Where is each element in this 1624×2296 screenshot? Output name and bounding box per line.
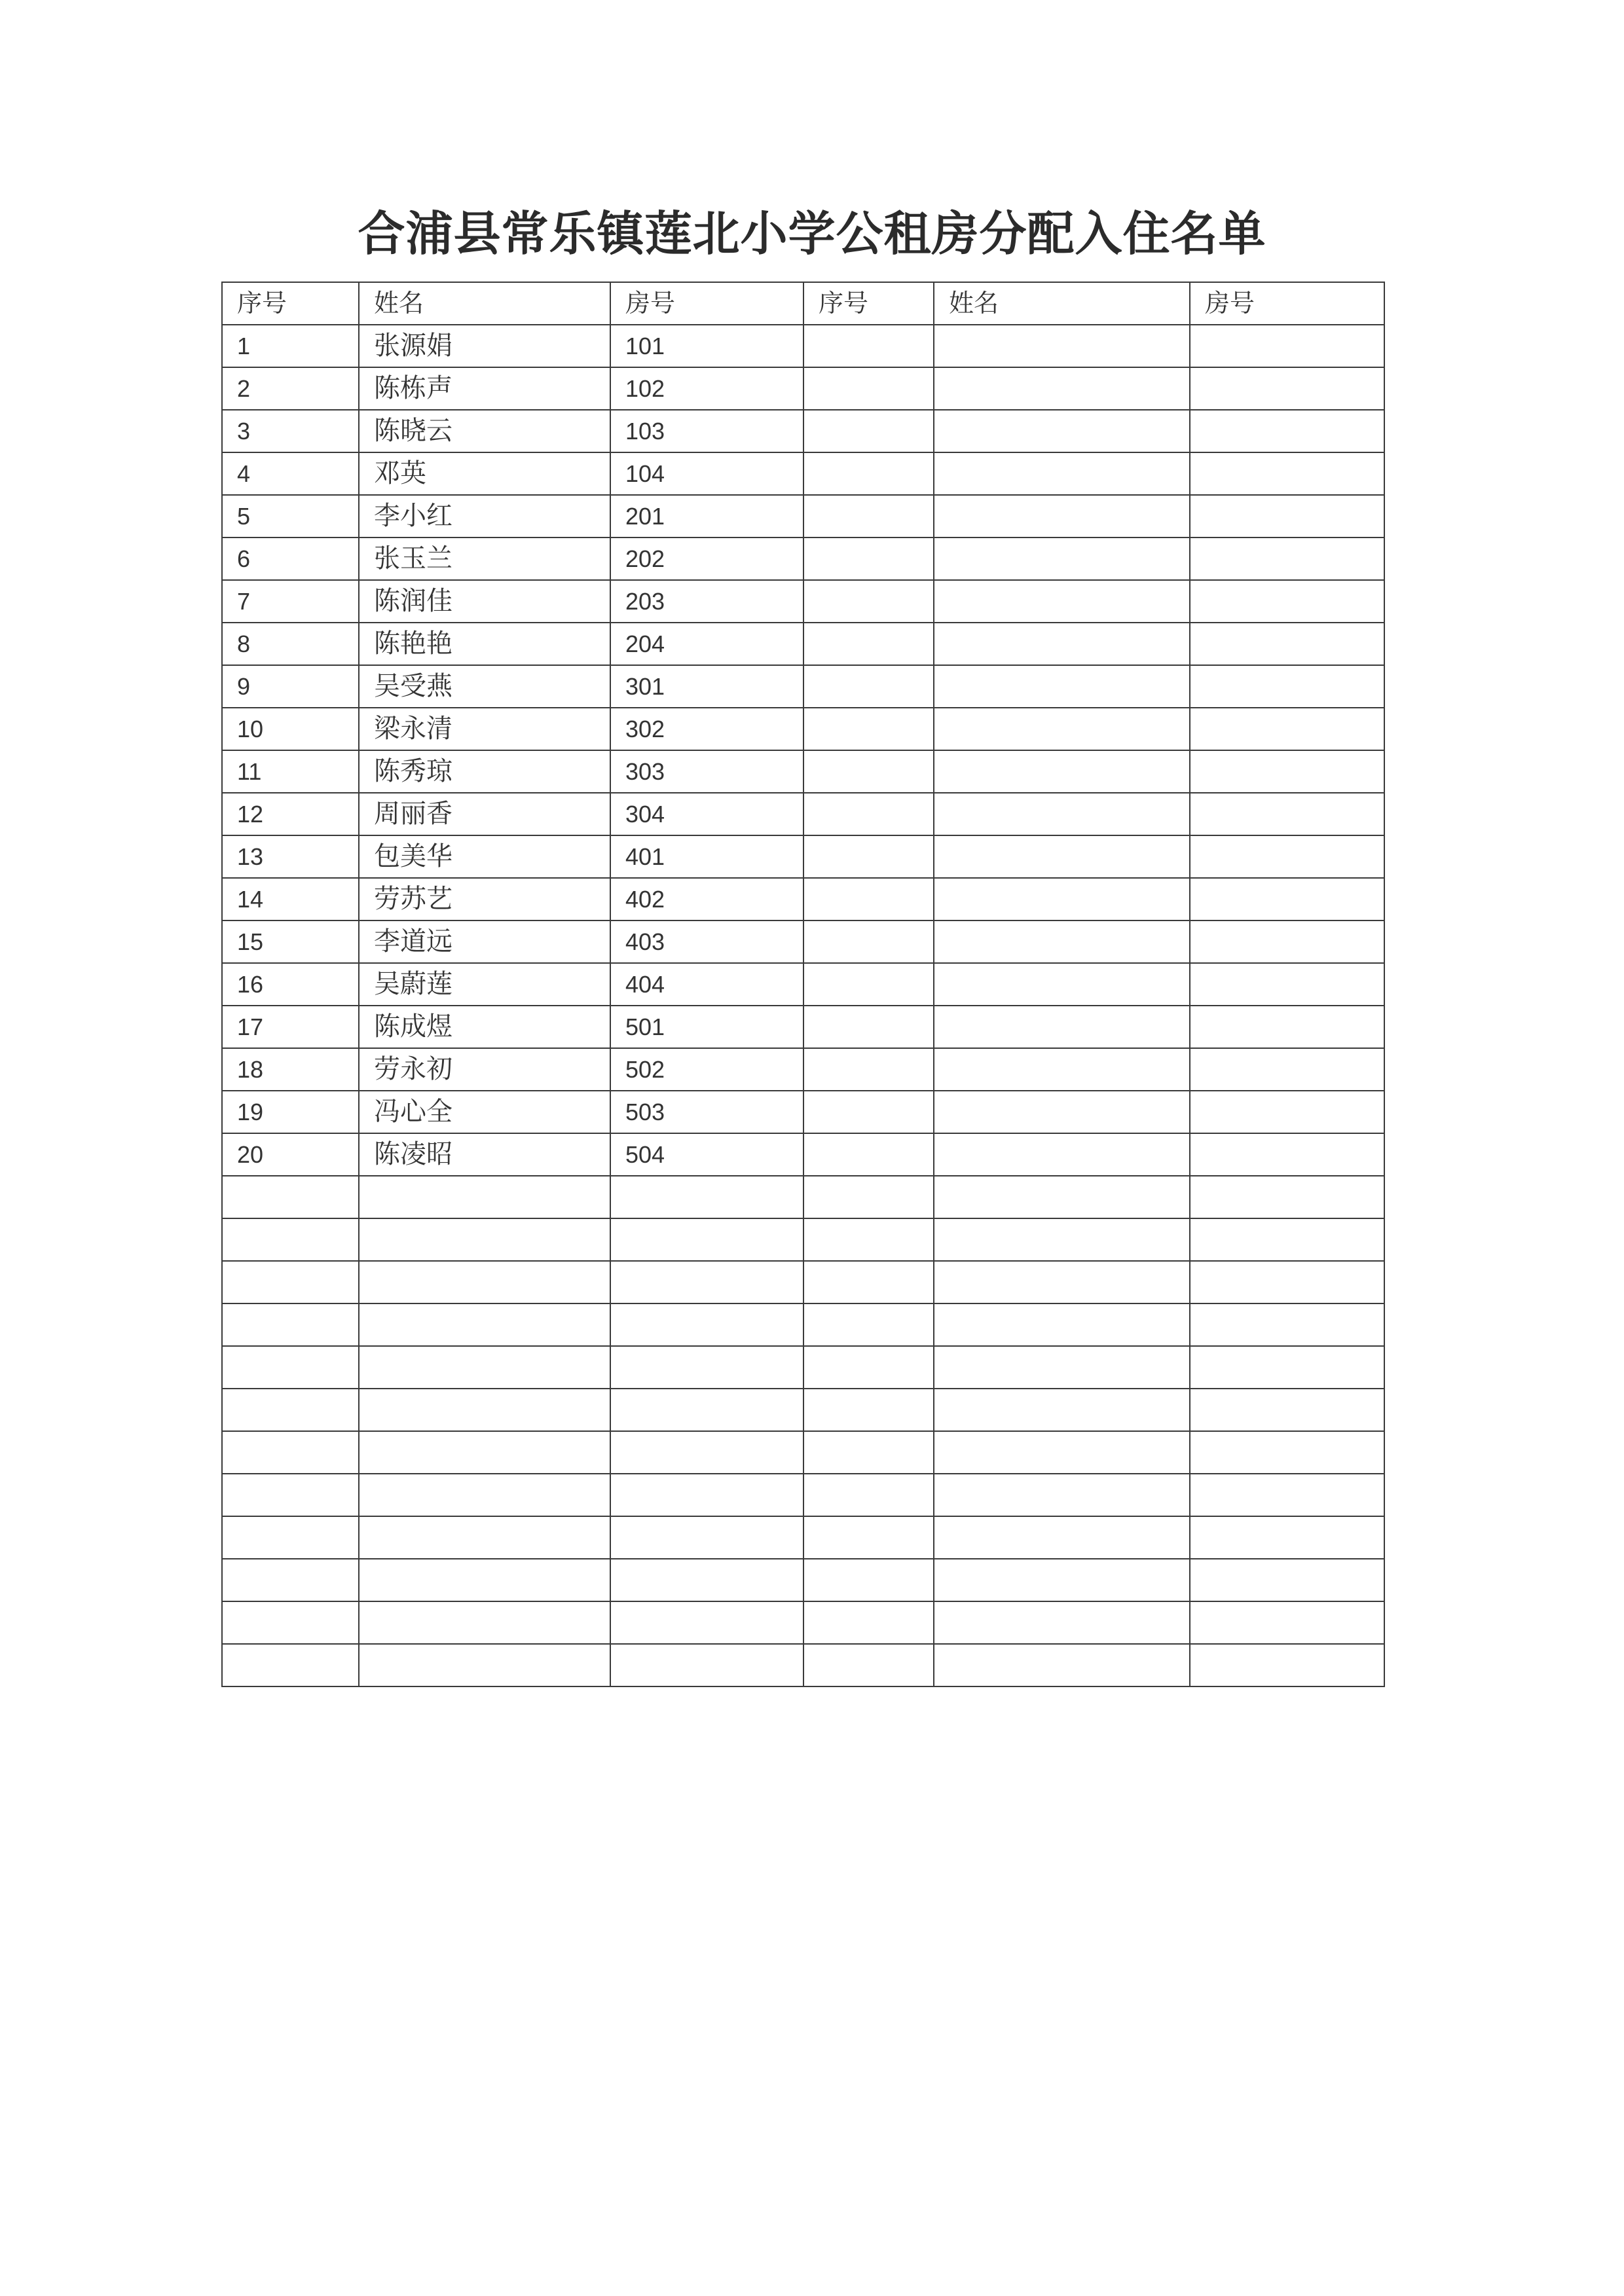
cell-room [610,1474,803,1516]
cell-room: 401 [610,835,803,878]
table-row [222,793,1384,835]
cell-room [610,1601,803,1644]
cell-index-2 [803,1133,934,1176]
cell-name-2 [934,452,1190,495]
cell-index-2 [803,1389,934,1431]
cell-room: 103 [610,410,803,452]
cell-index-2 [803,1048,934,1091]
cell-name-2 [934,1133,1190,1176]
cell-room: 204 [610,623,803,665]
cell-room-2 [1190,878,1384,920]
cell-name-2 [934,1006,1190,1048]
cell-room [610,1559,803,1601]
cell-room-2 [1190,1346,1384,1389]
cell-index: 4 [222,452,359,495]
cell-index [222,1644,359,1686]
cell-room-2 [1190,623,1384,665]
cell-name: 梁永清 [359,708,610,750]
table-row [222,1048,1384,1091]
cell-name-2 [934,1346,1190,1389]
cell-name: 陈艳艳 [359,623,610,665]
cell-index [222,1389,359,1431]
cell-room-2 [1190,367,1384,410]
cell-index-2 [803,1601,934,1644]
cell-index [222,1176,359,1218]
cell-index: 2 [222,367,359,410]
cell-room: 502 [610,1048,803,1091]
cell-index: 16 [222,963,359,1006]
cell-name-2 [934,708,1190,750]
table-row [222,1176,1384,1218]
cell-index [222,1346,359,1389]
cell-index [222,1261,359,1303]
cell-index-2 [803,580,934,623]
cell-index-2 [803,1091,934,1133]
cell-name: 陈凌昭 [359,1133,610,1176]
cell-room-2 [1190,410,1384,452]
cell-index: 7 [222,580,359,623]
cell-room-2 [1190,580,1384,623]
cell-room [610,1218,803,1261]
table-row [222,580,1384,623]
cell-room: 504 [610,1133,803,1176]
cell-index [222,1431,359,1474]
cell-name: 陈晓云 [359,410,610,452]
cell-index-2 [803,1516,934,1559]
cell-index: 20 [222,1133,359,1176]
cell-index-2 [803,793,934,835]
cell-name [359,1261,610,1303]
cell-index-2 [803,1559,934,1601]
cell-room: 303 [610,750,803,793]
cell-index: 8 [222,623,359,665]
cell-name-2 [934,793,1190,835]
cell-index: 9 [222,665,359,708]
cell-room: 203 [610,580,803,623]
cell-room: 104 [610,452,803,495]
header-cell-index-2: 序号 [803,282,934,325]
cell-name-2 [934,920,1190,963]
cell-name-2 [934,367,1190,410]
cell-room: 403 [610,920,803,963]
cell-name [359,1389,610,1431]
cell-index [222,1474,359,1516]
cell-room-2 [1190,963,1384,1006]
header-cell-room-2: 房号 [1190,282,1384,325]
cell-room: 304 [610,793,803,835]
table-body [222,282,1384,1686]
cell-index-2 [803,1474,934,1516]
cell-room: 202 [610,538,803,580]
cell-name: 冯心全 [359,1091,610,1133]
cell-index: 3 [222,410,359,452]
cell-name-2 [934,1261,1190,1303]
cell-room-2 [1190,1389,1384,1431]
header-cell-index: 序号 [222,282,359,325]
cell-room-2 [1190,452,1384,495]
table-row [222,1644,1384,1686]
cell-name-2 [934,1601,1190,1644]
cell-index-2 [803,495,934,538]
cell-room: 301 [610,665,803,708]
cell-name [359,1516,610,1559]
cell-name [359,1644,610,1686]
cell-name-2 [934,410,1190,452]
cell-index [222,1218,359,1261]
cell-name: 包美华 [359,835,610,878]
cell-index: 15 [222,920,359,963]
table-row [222,1516,1384,1559]
cell-name-2 [934,665,1190,708]
cell-room [610,1176,803,1218]
cell-name [359,1176,610,1218]
cell-name [359,1303,610,1346]
table-row [222,410,1384,452]
cell-name-2 [934,1516,1190,1559]
cell-name-2 [934,1218,1190,1261]
header-row [222,282,1384,325]
table-row [222,1601,1384,1644]
cell-index-2 [803,750,934,793]
cell-room-2 [1190,665,1384,708]
table-row [222,325,1384,367]
table-row [222,1261,1384,1303]
cell-index: 1 [222,325,359,367]
table-row [222,835,1384,878]
cell-name: 李道远 [359,920,610,963]
cell-name: 张玉兰 [359,538,610,580]
table-row [222,1474,1384,1516]
cell-name: 陈秀琼 [359,750,610,793]
cell-room-2 [1190,1176,1384,1218]
cell-index-2 [803,538,934,580]
cell-room-2 [1190,750,1384,793]
cell-index: 17 [222,1006,359,1048]
cell-index: 19 [222,1091,359,1133]
cell-name-2 [934,495,1190,538]
cell-name: 陈栋声 [359,367,610,410]
table-row [222,750,1384,793]
table-row [222,1559,1384,1601]
cell-name-2 [934,750,1190,793]
table-row [222,538,1384,580]
cell-room: 402 [610,878,803,920]
table-row [222,1091,1384,1133]
cell-name-2 [934,1644,1190,1686]
cell-room-2 [1190,1559,1384,1601]
cell-name-2 [934,1474,1190,1516]
cell-name-2 [934,835,1190,878]
table-row [222,1431,1384,1474]
cell-index-2 [803,1218,934,1261]
cell-room [610,1389,803,1431]
cell-room [610,1261,803,1303]
cell-index-2 [803,920,934,963]
table-row [222,665,1384,708]
cell-index-2 [803,878,934,920]
cell-index: 18 [222,1048,359,1091]
cell-index: 12 [222,793,359,835]
cell-index-2 [803,665,934,708]
cell-index [222,1559,359,1601]
cell-room-2 [1190,1091,1384,1133]
cell-name [359,1474,610,1516]
table-row [222,1303,1384,1346]
cell-index [222,1303,359,1346]
cell-index: 5 [222,495,359,538]
cell-index-2 [803,1261,934,1303]
cell-room-2 [1190,920,1384,963]
cell-name: 陈润佳 [359,580,610,623]
housing-allocation-table [221,282,1385,1687]
cell-name: 吴蔚莲 [359,963,610,1006]
cell-room-2 [1190,1303,1384,1346]
cell-index-2 [803,1346,934,1389]
cell-index-2 [803,1303,934,1346]
table-row [222,1006,1384,1048]
table-row [222,367,1384,410]
cell-name-2 [934,538,1190,580]
cell-room-2 [1190,1474,1384,1516]
cell-name-2 [934,1048,1190,1091]
cell-room-2 [1190,495,1384,538]
cell-room-2 [1190,1006,1384,1048]
cell-room-2 [1190,1218,1384,1261]
cell-name-2 [934,1431,1190,1474]
header-cell-name: 姓名 [359,282,610,325]
cell-index-2 [803,452,934,495]
cell-room: 201 [610,495,803,538]
cell-room: 503 [610,1091,803,1133]
cell-room [610,1303,803,1346]
cell-room-2 [1190,1431,1384,1474]
cell-name-2 [934,623,1190,665]
cell-index: 14 [222,878,359,920]
table-row [222,1346,1384,1389]
cell-room: 404 [610,963,803,1006]
cell-room-2 [1190,1048,1384,1091]
cell-room-2 [1190,1644,1384,1686]
cell-room-2 [1190,1133,1384,1176]
cell-name: 周丽香 [359,793,610,835]
cell-room [610,1431,803,1474]
cell-name [359,1431,610,1474]
cell-index-2 [803,410,934,452]
header-cell-room: 房号 [610,282,803,325]
cell-index-2 [803,1431,934,1474]
cell-index [222,1601,359,1644]
cell-index-2 [803,623,934,665]
table-row [222,495,1384,538]
cell-name-2 [934,325,1190,367]
cell-room: 501 [610,1006,803,1048]
cell-index-2 [803,325,934,367]
cell-index-2 [803,963,934,1006]
cell-room-2 [1190,1261,1384,1303]
cell-name: 张源娟 [359,325,610,367]
cell-name-2 [934,963,1190,1006]
cell-name [359,1218,610,1261]
cell-index: 10 [222,708,359,750]
cell-room: 102 [610,367,803,410]
cell-name [359,1346,610,1389]
cell-index-2 [803,708,934,750]
cell-room: 101 [610,325,803,367]
cell-name-2 [934,580,1190,623]
cell-name-2 [934,1559,1190,1601]
table-row [222,1389,1384,1431]
cell-index-2 [803,835,934,878]
cell-name-2 [934,1176,1190,1218]
cell-room-2 [1190,1516,1384,1559]
cell-room: 302 [610,708,803,750]
cell-index: 6 [222,538,359,580]
cell-name: 劳永初 [359,1048,610,1091]
table-row [222,963,1384,1006]
cell-name-2 [934,1303,1190,1346]
cell-name: 吴受燕 [359,665,610,708]
cell-name: 劳苏艺 [359,878,610,920]
cell-index: 13 [222,835,359,878]
cell-room-2 [1190,325,1384,367]
cell-room [610,1346,803,1389]
cell-room [610,1516,803,1559]
cell-room-2 [1190,793,1384,835]
page-title: 合浦县常乐镇莲北小学公租房分配入住名单 [358,206,1266,261]
cell-name-2 [934,1091,1190,1133]
table-row [222,623,1384,665]
cell-name [359,1601,610,1644]
cell-name [359,1559,610,1601]
cell-name-2 [934,878,1190,920]
cell-index-2 [803,1644,934,1686]
cell-name-2 [934,1389,1190,1431]
cell-room-2 [1190,708,1384,750]
header-cell-name-2: 姓名 [934,282,1190,325]
cell-index-2 [803,1176,934,1218]
cell-index-2 [803,1006,934,1048]
cell-room [610,1644,803,1686]
table-row [222,920,1384,963]
cell-index-2 [803,367,934,410]
cell-name: 李小红 [359,495,610,538]
cell-room-2 [1190,538,1384,580]
table-row [222,452,1384,495]
cell-room-2 [1190,1601,1384,1644]
table-row [222,878,1384,920]
table-row [222,1218,1384,1261]
cell-index [222,1516,359,1559]
table-row [222,1133,1384,1176]
table-row [222,708,1384,750]
cell-room-2 [1190,835,1384,878]
cell-name: 陈成煜 [359,1006,610,1048]
cell-name: 邓英 [359,452,610,495]
cell-index: 11 [222,750,359,793]
